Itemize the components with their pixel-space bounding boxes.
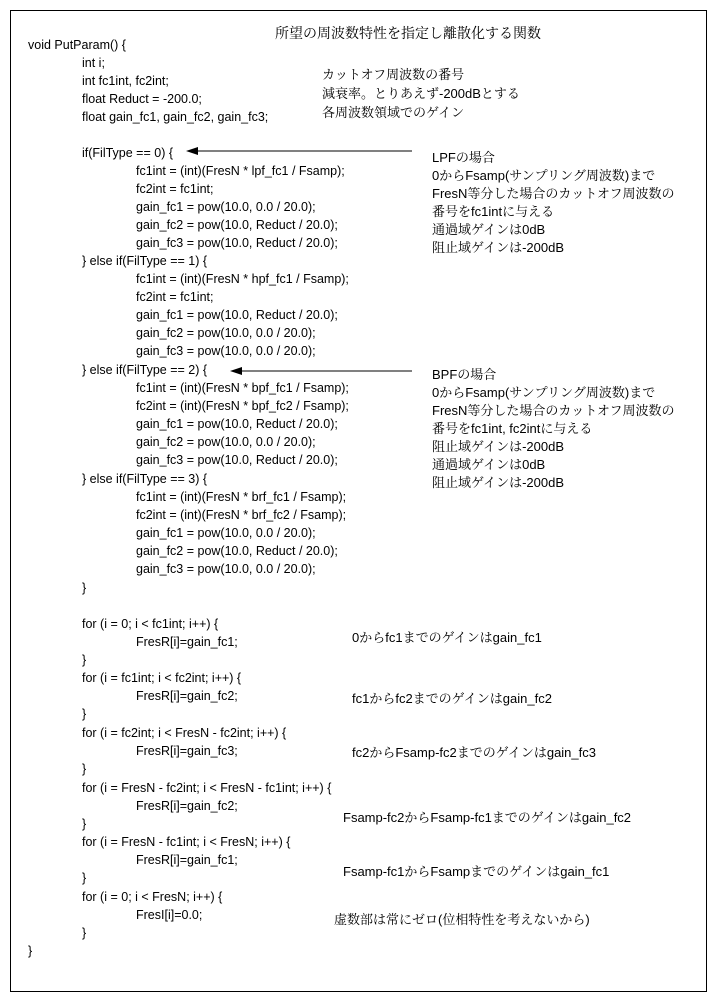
code-line: for (i = 0; i < fc1int; i++) {: [82, 617, 219, 631]
note-bpf-line: BPFの場合: [432, 367, 497, 382]
code-line: fc2int = fc1int;: [136, 290, 214, 304]
code-line: void PutParam() {: [28, 38, 126, 52]
code-line: }: [82, 871, 87, 885]
code-line: }: [82, 817, 87, 831]
code-line: fc1int = (int)(FresN * hpf_fc1 / Fsamp);: [136, 272, 349, 286]
code-line: }: [28, 944, 33, 958]
code-line: FresR[i]=gain_fc1;: [136, 853, 238, 867]
code-line: gain_fc1 = pow(10.0, Reduct / 20.0);: [136, 417, 338, 431]
code-line: gain_fc2 = pow(10.0, 0.0 / 20.0);: [136, 435, 316, 449]
note-bpf-line: FresN等分した場合のカットオフ周波数の: [432, 403, 675, 418]
note-lpf-line: LPFの場合: [432, 150, 495, 165]
code-line: fc2int = fc1int;: [136, 182, 214, 196]
code-line: for (i = fc2int; i < FresN - fc2int; i++) {: [82, 726, 287, 740]
note-lpf-line: 0からFsamp(サンプリング周波数)まで: [432, 168, 656, 183]
code-line: FresR[i]=gain_fc2;: [136, 799, 238, 813]
code-line: }: [82, 707, 87, 721]
code-line: int i;: [82, 56, 105, 70]
code-line: gain_fc2 = pow(10.0, 0.0 / 20.0);: [136, 326, 316, 340]
code-line: FresR[i]=gain_fc3;: [136, 744, 238, 758]
code-line: for (i = fc1int; i < fc2int; i++) {: [82, 671, 242, 685]
note-loop-2: fc1からfc2までのゲインはgain_fc2: [352, 691, 552, 706]
note-cutoff-index: カットオフ周波数の番号: [322, 67, 465, 82]
note-loop-6: 虚数部は常にゼロ(位相特性を考えないから): [334, 912, 590, 927]
code-line: for (i = FresN - fc1int; i < FresN; i++) {: [82, 835, 291, 849]
code-line: FresR[i]=gain_fc2;: [136, 689, 238, 703]
note-attenuation: 減衰率。とりあえず-200dBとする: [322, 86, 520, 101]
note-bpf-line: 阻止域ゲインは-200dB: [432, 475, 565, 490]
code-line: if(FilType == 0) {: [82, 146, 174, 160]
code-line: gain_fc3 = pow(10.0, Reduct / 20.0);: [136, 453, 338, 467]
code-line: fc1int = (int)(FresN * lpf_fc1 / Fsamp);: [136, 164, 345, 178]
code-line: FresR[i]=gain_fc1;: [136, 635, 238, 649]
note-loop-3: fc2からFsamp-fc2までのゲインはgain_fc3: [352, 745, 596, 760]
code-line: gain_fc1 = pow(10.0, 0.0 / 20.0);: [136, 526, 316, 540]
code-line: gain_fc3 = pow(10.0, Reduct / 20.0);: [136, 236, 338, 250]
code-line: float gain_fc1, gain_fc2, gain_fc3;: [82, 110, 269, 124]
note-loop-5: Fsamp-fc1からFsampまでのゲインはgain_fc1: [343, 864, 610, 879]
code-line: }: [82, 581, 87, 595]
code-line: } else if(FilType == 3) {: [82, 472, 208, 486]
note-bpf-line: 番号をfc1int, fc2intに与える: [432, 421, 593, 436]
note-bpf-line: 通過域ゲインは0dB: [432, 457, 546, 472]
code-line: } else if(FilType == 1) {: [82, 254, 208, 268]
code-line: fc2int = (int)(FresN * bpf_fc2 / Fsamp);: [136, 399, 349, 413]
code-line: gain_fc1 = pow(10.0, 0.0 / 20.0);: [136, 200, 316, 214]
code-line: for (i = FresN - fc2int; i < FresN - fc1int; i++) {: [82, 781, 332, 795]
note-loop-1: 0からfc1までのゲインはgain_fc1: [352, 630, 542, 645]
note-loop-4: Fsamp-fc2からFsamp-fc1までのゲインはgain_fc2: [343, 810, 632, 825]
code-line: int fc1int, fc2int;: [82, 74, 169, 88]
code-line: fc1int = (int)(FresN * brf_fc1 / Fsamp);: [136, 490, 347, 504]
note-band-gain: 各周波数領域でのゲイン: [322, 105, 465, 120]
code-line: FresI[i]=0.0;: [136, 908, 203, 922]
code-line: fc1int = (int)(FresN * bpf_fc1 / Fsamp);: [136, 381, 349, 395]
code-line: fc2int = (int)(FresN * brf_fc2 / Fsamp);: [136, 508, 347, 522]
note-lpf-line: 通過域ゲインは0dB: [432, 222, 546, 237]
code-line: gain_fc2 = pow(10.0, Reduct / 20.0);: [136, 544, 338, 558]
code-line: }: [82, 762, 87, 776]
code-line: gain_fc3 = pow(10.0, 0.0 / 20.0);: [136, 562, 316, 576]
document-title: 所望の周波数特性を指定し離散化する関数: [275, 25, 541, 41]
code-line: }: [82, 653, 87, 667]
note-lpf-line: 阻止域ゲインは-200dB: [432, 240, 565, 255]
note-bpf-line: 阻止域ゲインは-200dB: [432, 439, 565, 454]
note-lpf-line: 番号をfc1intに与える: [432, 204, 555, 219]
note-bpf-line: 0からFsamp(サンプリング周波数)まで: [432, 385, 656, 400]
code-line: } else if(FilType == 2) {: [82, 363, 208, 377]
code-line: for (i = 0; i < FresN; i++) {: [82, 890, 223, 904]
code-line: float Reduct = -200.0;: [82, 92, 202, 106]
code-line: gain_fc2 = pow(10.0, Reduct / 20.0);: [136, 218, 338, 232]
code-line: gain_fc1 = pow(10.0, Reduct / 20.0);: [136, 308, 338, 322]
note-lpf-line: FresN等分した場合のカットオフ周波数の: [432, 186, 675, 201]
code-line: }: [82, 926, 87, 940]
code-line: gain_fc3 = pow(10.0, 0.0 / 20.0);: [136, 344, 316, 358]
